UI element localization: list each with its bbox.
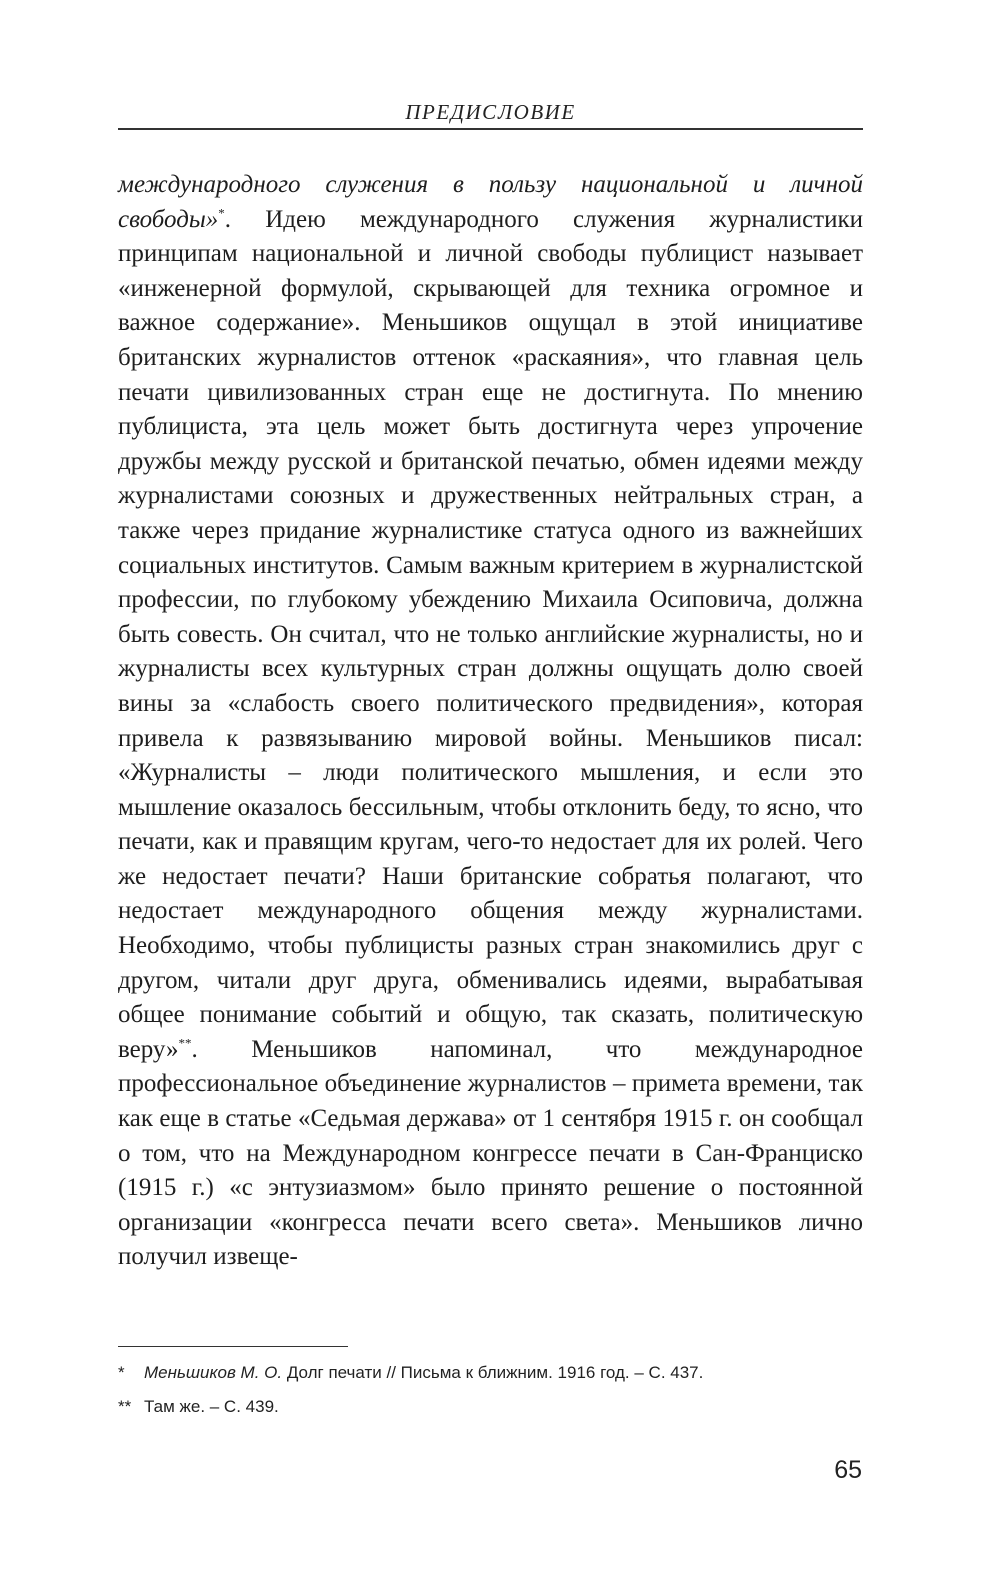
footnote-ref-2[interactable]: ** <box>178 1035 192 1051</box>
footnote-author: Меньшиков М. О. <box>144 1363 283 1382</box>
page-number: 65 <box>834 1456 862 1484</box>
paragraph-text-2: . Меньшиков напоминал, что международное профессиональное объединение журналистов – примета времени, так как еще в статье «Седьмая держава» от 1 сентября 1915 г. он сообщал о том, что на Международном конгрессе печати в Сан-Франциско (1915 г.) «с энтузиазмом» было принято решение о постоянной организации «конгресса печати всего света». Меньшиков лично получил извеще- <box>118 1035 863 1271</box>
footnotes <box>118 1356 863 1424</box>
footnote-1 <box>118 1356 863 1390</box>
footnote-rule <box>118 1346 348 1347</box>
footnote-mark: ** <box>118 1397 132 1416</box>
footnote-mark: * <box>118 1363 125 1382</box>
italic-quote-lead: международного служения в пользу национальной и личной свободы» <box>118 171 863 233</box>
footnote-text: Долг печати // Письма к ближним. 1916 год. – С. 437. <box>282 1363 704 1382</box>
paragraph-text-1: . Идею международного служения журналистики принципам национальной и личной свободы публицист называет «инженерной формулой, скрывающей для техника огромное и важное содержание». Меньшиков ощущал в этой инициативе британских журналистов оттенок «раскаяния», что главная цель печати цивилизованных стран еще не достигнута. По мнению публициста, эта цель может быть достигнута через упрочение дружбы между русской и британской печатью, обмен идеями между журналистами союзных и дружественных нейтральных стран, а также через придание журналистике статуса одного из важнейших социальных институтов. Самым важным критерием в журналистской профессии, по глубокому убеждению Михаила Осиповича, должна быть совесть. Он считал, что не только английские журналисты, но и журналисты всех культурных стран должны ощущать долю своей вины за «слабость своего политического предвидения», которая привела к развязыванию мировой войны. Меньшиков писал: «Журналисты – люди политического мышления, и если это мышление оказалось бессильным, чтобы отклонить беду, то ясно, что печати, как и правящим кругам, чего-то недостает для их ролей. Чего же недостает печати? Наши британские собратья полагают, что недостает международного общения между журналистами. Необходимо, чтобы публицисты разных стран знакомились друг с другом, читали друг друга, обменивались идеями, вырабатывая общее понимание событий и общую, так сказать, политическую веру» <box>118 205 863 1063</box>
footnote-text: Там же. – С. 439. <box>144 1397 279 1416</box>
main-text <box>118 168 863 1275</box>
footnote-2 <box>118 1390 863 1424</box>
header-rule <box>118 128 863 130</box>
footnote-ref-1[interactable]: * <box>218 205 225 221</box>
paragraph <box>118 168 863 1275</box>
running-head: ПРЕДИСЛОВИЕ <box>405 100 576 124</box>
